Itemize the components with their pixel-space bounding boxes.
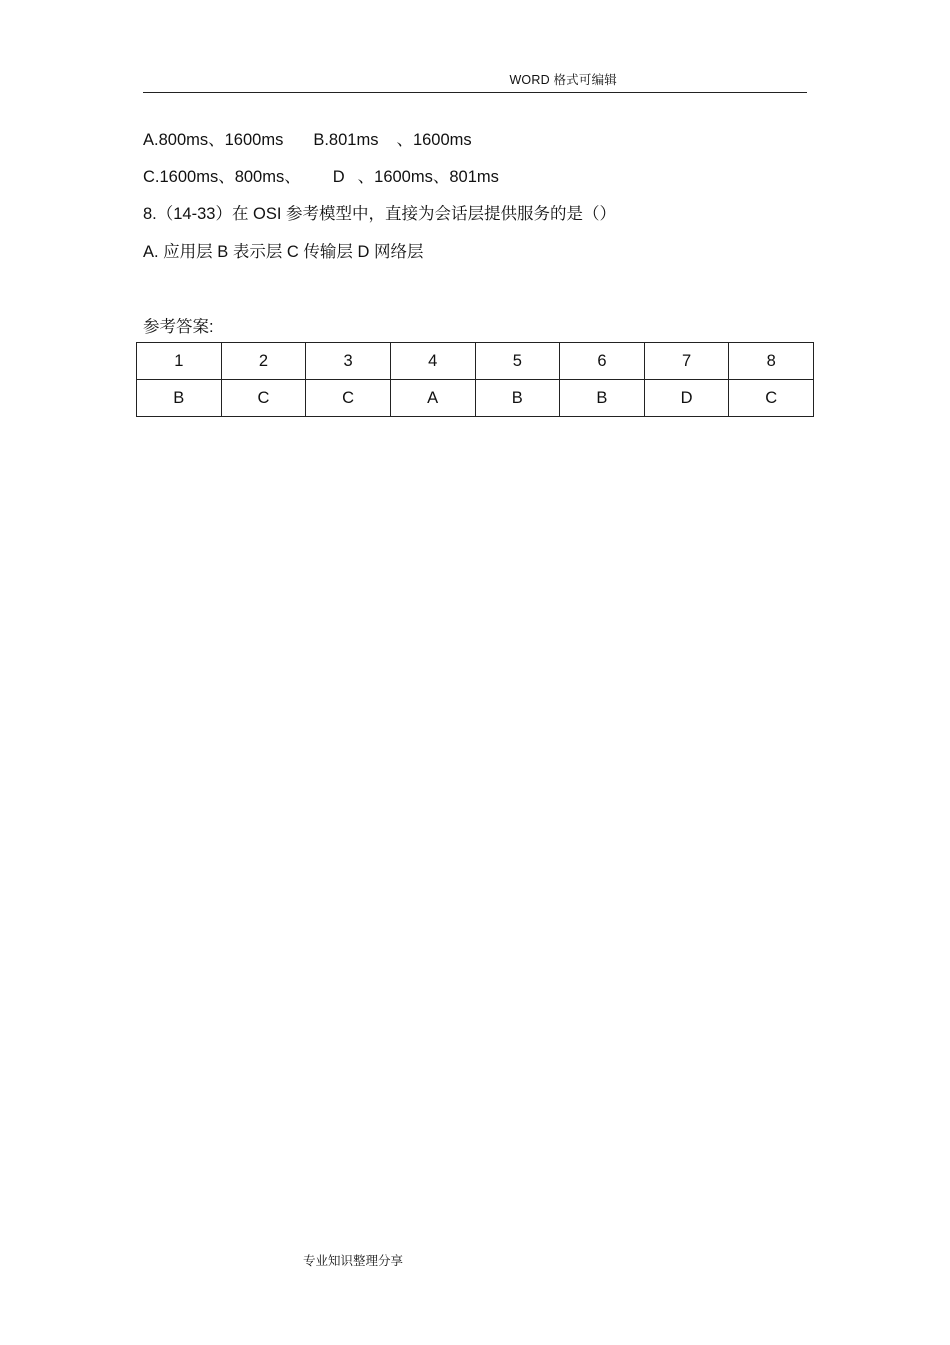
- table-cell-answer: A: [390, 380, 475, 417]
- option-a: A.800ms、1600ms: [143, 131, 284, 149]
- table-cell-answer: C: [221, 380, 306, 417]
- question8-options: A. 应用层 B 表示层 C 传输层 D 网络层: [143, 243, 424, 261]
- table-row-numbers: [137, 343, 814, 380]
- option-b-continued: 、1600ms: [396, 131, 472, 149]
- table-cell-number: 3: [306, 343, 391, 380]
- question8-stem: 8.（14-33）在 OSI 参考模型中，直接为会话层提供服务的是（）: [143, 205, 617, 223]
- option-d-continued: 、1600ms、801ms: [357, 168, 499, 186]
- table-cell-number: 6: [560, 343, 645, 380]
- table-cell-number: 2: [221, 343, 306, 380]
- table-cell-number: 1: [137, 343, 222, 380]
- page-footer: 专业知识整理分享: [303, 1254, 404, 1268]
- answer-table: [136, 342, 814, 417]
- table-cell-answer: B: [137, 380, 222, 417]
- table-cell-number: 4: [390, 343, 475, 380]
- answers-label: 参考答案:: [143, 318, 214, 336]
- table-cell-answer: D: [644, 380, 729, 417]
- table-cell-number: 5: [475, 343, 560, 380]
- option-b: B.801ms: [313, 131, 379, 149]
- table-row-answers: [137, 380, 814, 417]
- option-d: D: [332, 168, 345, 186]
- table-cell-number: 7: [644, 343, 729, 380]
- table-cell-number: 8: [729, 343, 814, 380]
- question7-options-cd: [143, 163, 499, 187]
- table-cell-answer: B: [475, 380, 560, 417]
- table-cell-answer: C: [306, 380, 391, 417]
- table-cell-answer: C: [729, 380, 814, 417]
- header-text: WORD 格式可编辑: [509, 73, 617, 87]
- option-c: C.1600ms、800ms、: [143, 168, 301, 186]
- page-header: [143, 66, 807, 93]
- question7-options-ab: [143, 126, 472, 150]
- table-cell-answer: B: [560, 380, 645, 417]
